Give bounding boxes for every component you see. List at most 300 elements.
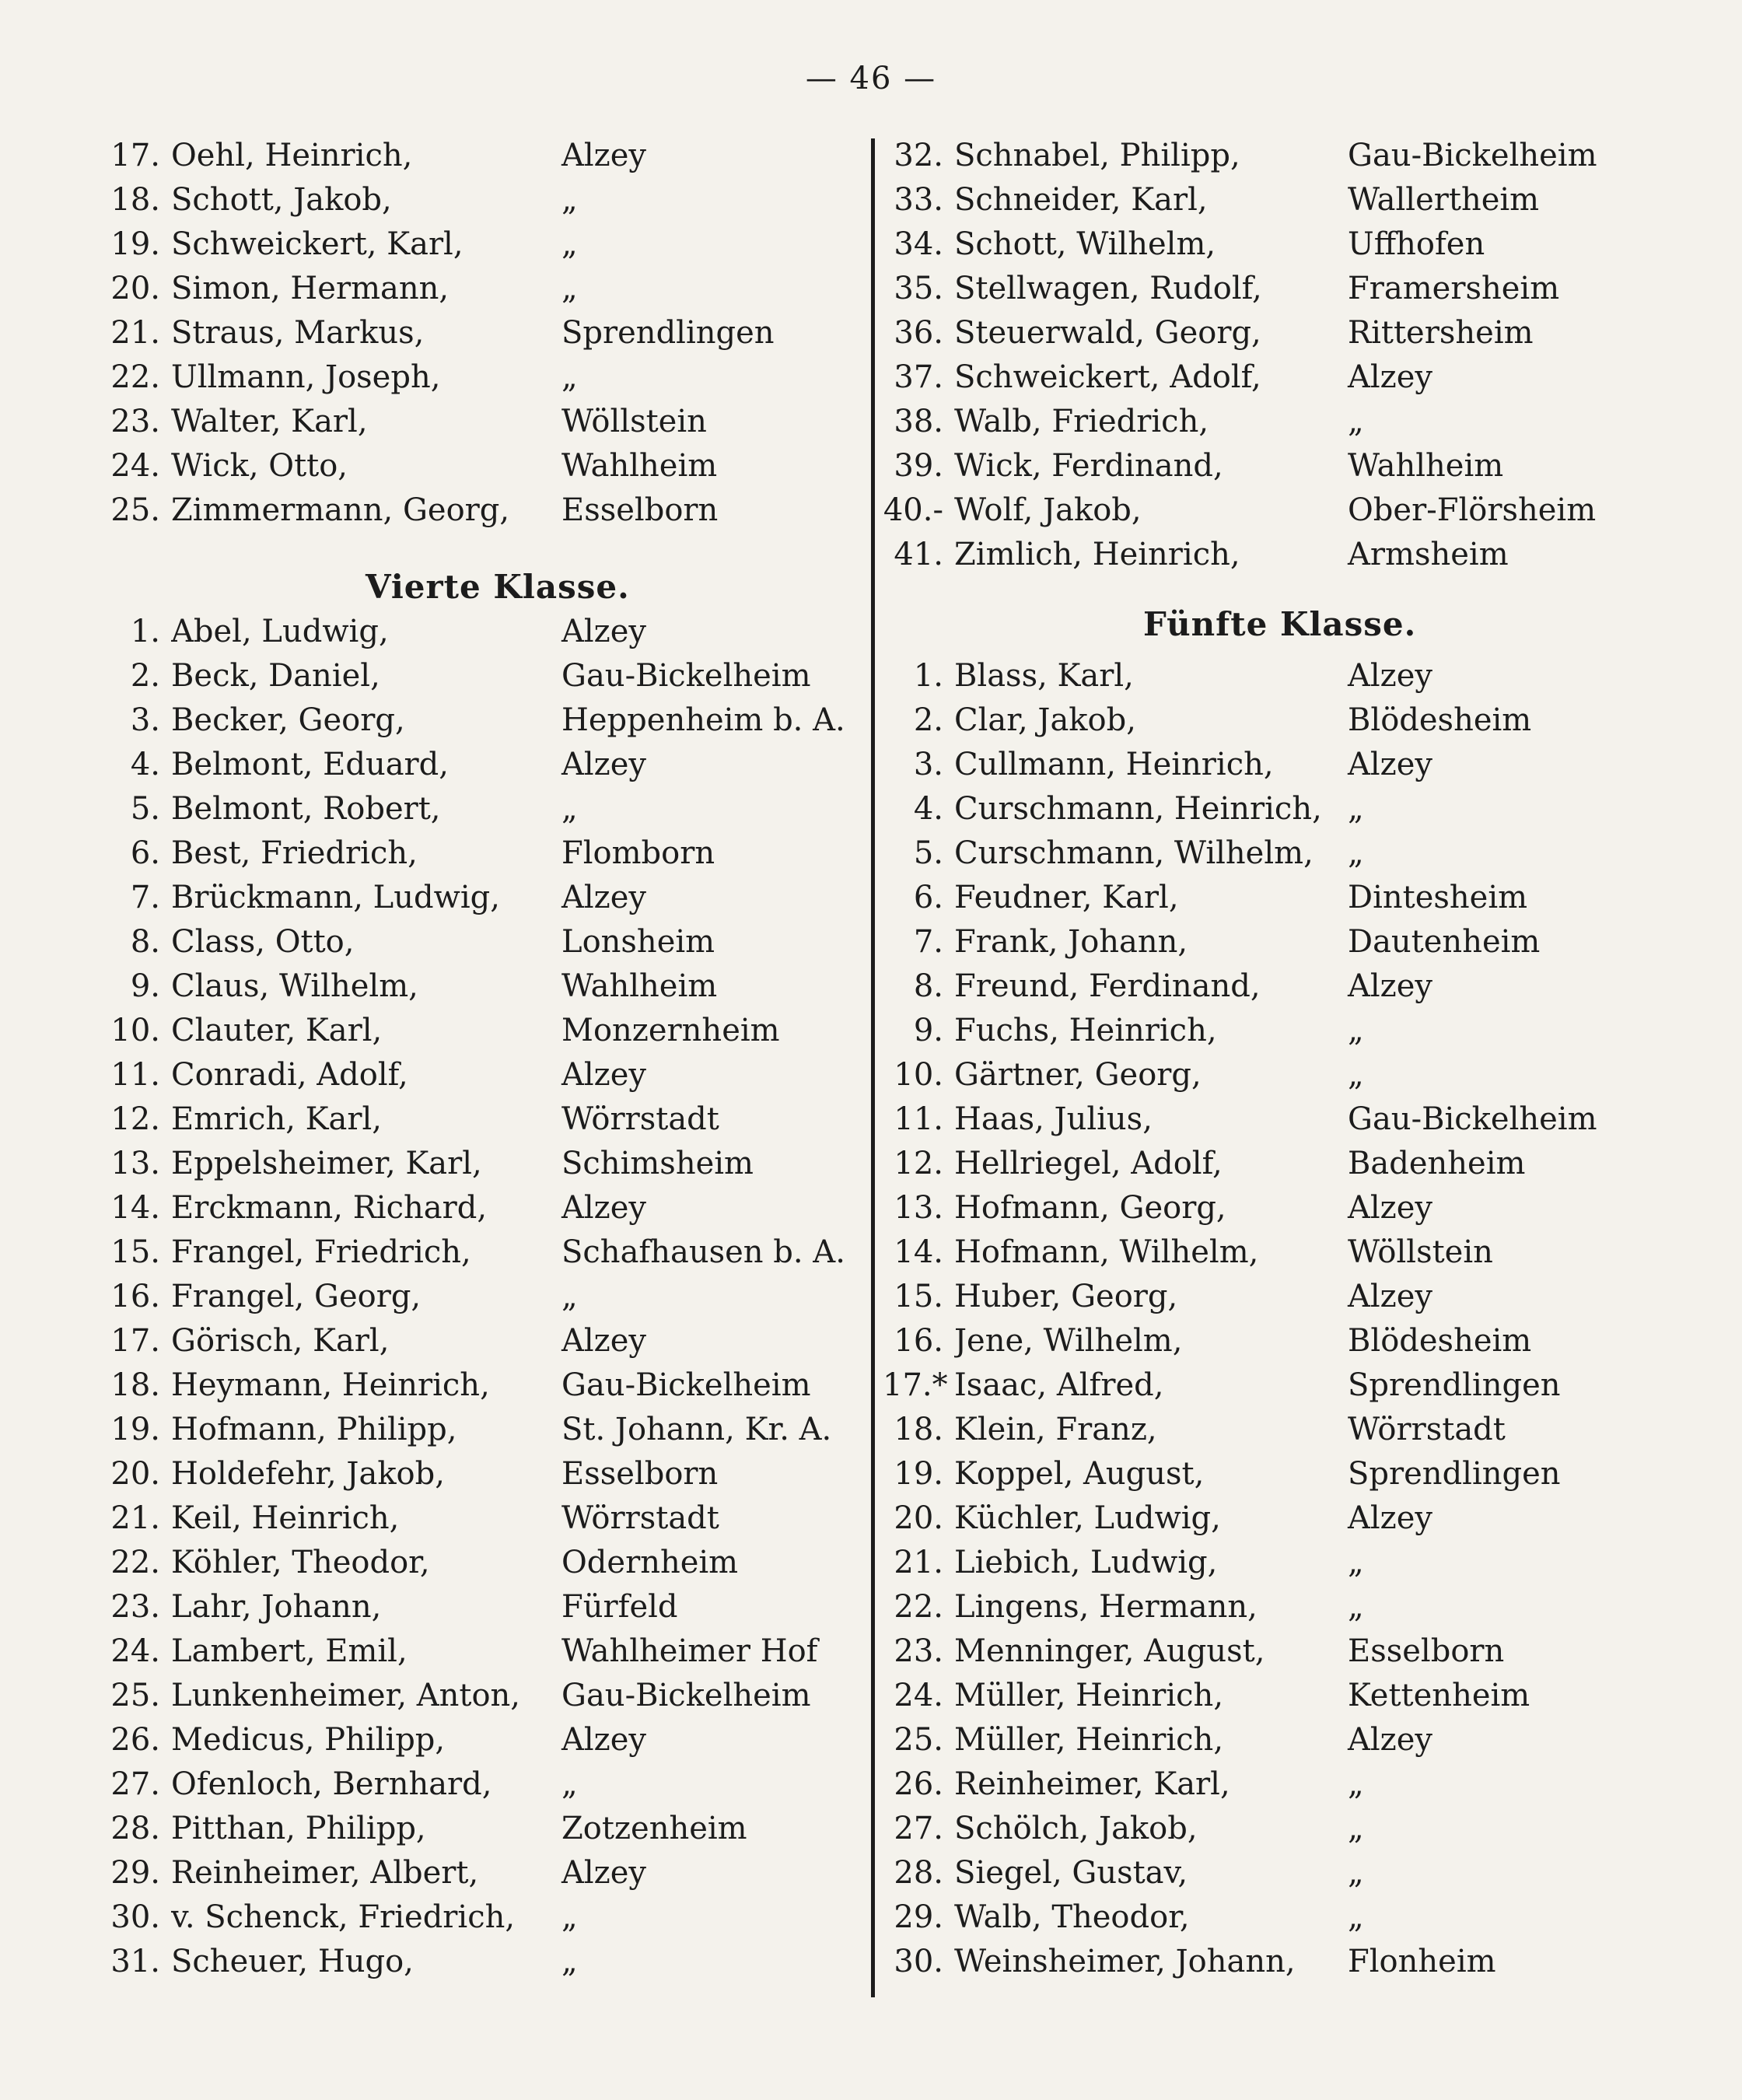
student-hometown: Odernheim — [561, 1545, 739, 1580]
student-name: Hofmann, Georg, — [954, 1190, 1226, 1226]
student-name: Hofmann, Philipp, — [171, 1412, 457, 1447]
student-name: Müller, Heinrich, — [954, 1678, 1224, 1713]
student-row — [86, 311, 855, 355]
student-name: Walb, Theodor, — [954, 1899, 1190, 1935]
student-row — [883, 1895, 1660, 1940]
student-hometown: Wörrstadt — [1348, 1412, 1506, 1447]
student-row — [86, 1408, 855, 1452]
student-row — [86, 1807, 855, 1851]
student-hometown: Alzey — [1348, 1500, 1433, 1536]
student-hometown: „ — [1348, 1899, 1364, 1935]
student-hometown: „ — [561, 791, 578, 827]
student-row — [86, 134, 855, 178]
student-number: 1. — [913, 658, 943, 694]
student-number: 5. — [130, 791, 160, 827]
student-hometown: Sprendlingen — [1348, 1456, 1561, 1492]
student-row — [86, 488, 855, 533]
student-number: 40.- — [883, 492, 943, 528]
student-row — [883, 1541, 1660, 1585]
student-name: Becker, Georg, — [171, 702, 405, 738]
student-hometown: „ — [1348, 791, 1364, 827]
student-hometown: Lonsheim — [561, 924, 715, 960]
student-number: 22. — [110, 359, 160, 395]
student-name: Stellwagen, Rudolf, — [954, 271, 1262, 306]
student-hometown: Alzey — [561, 1323, 647, 1359]
student-name: Freund, Ferdinand, — [954, 968, 1261, 1004]
student-name: Frangel, Georg, — [171, 1279, 422, 1314]
student-hometown: „ — [1348, 1766, 1364, 1802]
student-number: 30. — [110, 1899, 160, 1935]
student-hometown: Framersheim — [1348, 271, 1560, 306]
student-hometown: Alzey — [561, 880, 647, 915]
student-hometown: Dautenheim — [1348, 924, 1541, 960]
student-hometown: „ — [561, 1279, 578, 1314]
student-name: Best, Friedrich, — [171, 835, 418, 871]
student-row — [86, 1674, 855, 1718]
student-number: 21. — [110, 1500, 160, 1536]
student-name: Liebich, Ludwig, — [954, 1545, 1218, 1580]
student-number: 18. — [894, 1412, 943, 1447]
student-number: 15. — [894, 1279, 943, 1314]
student-row — [86, 1718, 855, 1762]
student-name: Emrich, Karl, — [171, 1101, 382, 1137]
student-name: Frank, Johann, — [954, 924, 1188, 960]
student-name: Beck, Daniel, — [171, 658, 380, 694]
student-number: 23. — [110, 404, 160, 439]
student-hometown: Gau-Bickelheim — [561, 1678, 811, 1713]
student-number: 25. — [110, 1678, 160, 1713]
student-hometown: „ — [1348, 1013, 1364, 1048]
student-name: Lahr, Johann, — [171, 1589, 382, 1625]
student-row — [883, 1186, 1660, 1230]
student-hometown: Ober-Flörsheim — [1348, 492, 1597, 528]
student-row — [86, 1009, 855, 1053]
student-number: 14. — [894, 1234, 943, 1270]
student-hometown: Armsheim — [1348, 537, 1509, 572]
student-number: 8. — [130, 924, 160, 960]
student-number: 15. — [110, 1234, 160, 1270]
student-row — [883, 311, 1660, 355]
student-number: 7. — [913, 924, 943, 960]
student-hometown: „ — [1348, 404, 1364, 439]
left-column — [86, 134, 855, 1984]
page-number: — 46 — — [805, 61, 937, 96]
student-name: Brückmann, Ludwig, — [171, 880, 500, 915]
student-number: 4. — [130, 747, 160, 782]
student-number: 19. — [110, 1412, 160, 1447]
student-name: Wick, Ferdinand, — [954, 448, 1223, 484]
student-hometown: „ — [561, 226, 578, 262]
student-hometown: „ — [561, 1899, 578, 1935]
student-row — [86, 1851, 855, 1895]
student-name: Holdefehr, Jakob, — [171, 1456, 445, 1492]
student-number: 8. — [913, 968, 943, 1004]
student-number: 32. — [894, 138, 943, 173]
student-row — [86, 1097, 855, 1142]
student-name: Belmont, Eduard, — [171, 747, 449, 782]
student-name: Schnabel, Philipp, — [954, 138, 1240, 173]
student-hometown: Wöllstein — [1348, 1234, 1493, 1270]
student-name: Siegel, Gustav, — [954, 1855, 1188, 1891]
student-hometown: Sprendlingen — [561, 315, 775, 351]
student-row — [86, 1629, 855, 1674]
student-row — [86, 1452, 855, 1496]
student-row — [86, 1142, 855, 1186]
student-hometown: Alzey — [1348, 968, 1433, 1004]
student-row — [883, 1363, 1660, 1408]
student-row — [883, 787, 1660, 831]
student-number: 23. — [110, 1589, 160, 1625]
student-row — [883, 1718, 1660, 1762]
student-number: 28. — [894, 1855, 943, 1891]
student-number: 10. — [110, 1013, 160, 1048]
student-number: 25. — [110, 492, 160, 528]
student-name: Cullmann, Heinrich, — [954, 747, 1274, 782]
student-row — [86, 178, 855, 222]
student-number: 30. — [894, 1944, 943, 1979]
student-name: Koppel, August, — [954, 1456, 1205, 1492]
student-hometown: „ — [1348, 1855, 1364, 1891]
student-name: Steuerwald, Georg, — [954, 315, 1261, 351]
student-hometown: Alzey — [1348, 359, 1433, 395]
student-name: Schneider, Karl, — [954, 182, 1208, 218]
student-name: Gärtner, Georg, — [954, 1057, 1202, 1093]
student-row — [883, 1230, 1660, 1275]
student-name: Clar, Jakob, — [954, 702, 1136, 738]
student-number: 6. — [913, 880, 943, 915]
student-name: Köhler, Theodor, — [171, 1545, 430, 1580]
student-hometown: Uffhofen — [1348, 226, 1485, 262]
student-number: 19. — [894, 1456, 943, 1492]
student-hometown: Gau-Bickelheim — [1348, 138, 1597, 173]
student-number: 2. — [913, 702, 943, 738]
student-name: Wick, Otto, — [171, 448, 348, 484]
student-row — [883, 1009, 1660, 1053]
student-number: 41. — [894, 537, 943, 572]
student-row — [86, 1275, 855, 1319]
student-hometown: Wahlheim — [561, 968, 718, 1004]
student-hometown: Sprendlingen — [1348, 1367, 1561, 1403]
student-number: 16. — [110, 1279, 160, 1314]
student-number: 27. — [894, 1811, 943, 1846]
student-number: 27. — [110, 1766, 160, 1802]
student-hometown: Gau-Bickelheim — [561, 658, 811, 694]
student-name: Wolf, Jakob, — [954, 492, 1142, 528]
student-hometown: Blödesheim — [1348, 702, 1532, 738]
student-row — [86, 1230, 855, 1275]
student-row — [86, 1940, 855, 1984]
student-hometown: Gau-Bickelheim — [561, 1367, 811, 1403]
student-name: Reinheimer, Karl, — [954, 1766, 1230, 1802]
student-number: 22. — [110, 1545, 160, 1580]
column-divider — [871, 138, 875, 1997]
student-hometown: Kettenheim — [1348, 1678, 1530, 1713]
student-row — [86, 267, 855, 311]
student-row — [86, 400, 855, 444]
student-number: 20. — [110, 271, 160, 306]
student-row — [86, 654, 855, 698]
student-hometown: „ — [561, 182, 578, 218]
student-hometown: Flonheim — [1348, 1944, 1496, 1979]
student-number: 26. — [894, 1766, 943, 1802]
student-name: Küchler, Ludwig, — [954, 1500, 1221, 1536]
student-row — [86, 1762, 855, 1807]
student-row — [86, 787, 855, 831]
student-number: 19. — [110, 226, 160, 262]
student-name: Abel, Ludwig, — [171, 614, 389, 649]
student-row — [86, 698, 855, 743]
student-name: Oehl, Heinrich, — [171, 138, 413, 173]
student-number: 20. — [110, 1456, 160, 1492]
student-number: 24. — [894, 1678, 943, 1713]
student-row — [883, 654, 1660, 698]
student-name: Reinheimer, Albert, — [171, 1855, 479, 1891]
student-name: Schweickert, Adolf, — [954, 359, 1261, 395]
right-column — [883, 134, 1660, 1984]
student-row — [86, 964, 855, 1009]
student-hometown: Alzey — [1348, 1279, 1433, 1314]
student-number: 38. — [894, 404, 943, 439]
student-hometown: Wörrstadt — [561, 1101, 719, 1137]
student-hometown: „ — [1348, 1545, 1364, 1580]
student-hometown: Zotzenheim — [561, 1811, 747, 1846]
student-row — [86, 355, 855, 400]
student-number: 6. — [130, 835, 160, 871]
student-name: Lingens, Hermann, — [954, 1589, 1258, 1625]
student-number: 5. — [913, 835, 943, 871]
student-row — [86, 1319, 855, 1363]
student-name: Görisch, Karl, — [171, 1323, 390, 1359]
student-number: 31. — [110, 1944, 160, 1979]
student-name: Lambert, Emil, — [171, 1633, 408, 1669]
student-name: Fuchs, Heinrich, — [954, 1013, 1217, 1048]
student-row — [883, 964, 1660, 1009]
student-name: Class, Otto, — [171, 924, 355, 960]
student-hometown: Wöllstein — [561, 404, 707, 439]
student-hometown: Alzey — [1348, 747, 1433, 782]
student-hometown: Wahlheimer Hof — [561, 1633, 818, 1669]
student-hometown: Esselborn — [561, 492, 719, 528]
student-row — [86, 920, 855, 964]
student-hometown: Esselborn — [1348, 1633, 1505, 1669]
student-row — [883, 1319, 1660, 1363]
student-number: 28. — [110, 1811, 160, 1846]
student-row — [86, 1895, 855, 1940]
student-number: 11. — [894, 1101, 943, 1137]
student-hometown: Alzey — [561, 1057, 647, 1093]
student-hometown: „ — [1348, 835, 1364, 871]
student-hometown: Esselborn — [561, 1456, 719, 1492]
student-number: 9. — [130, 968, 160, 1004]
student-name: Klein, Franz, — [954, 1412, 1157, 1447]
student-name: Curschmann, Heinrich, — [954, 791, 1322, 827]
student-hometown: Alzey — [561, 747, 647, 782]
student-number: 3. — [913, 747, 943, 782]
student-name: Jene, Wilhelm, — [954, 1323, 1183, 1359]
student-row — [883, 1275, 1660, 1319]
student-number: 2. — [130, 658, 160, 694]
student-row — [883, 1762, 1660, 1807]
student-hometown: „ — [1348, 1057, 1364, 1093]
student-number: 25. — [894, 1722, 943, 1758]
student-name: Huber, Georg, — [954, 1279, 1178, 1314]
student-row — [883, 1408, 1660, 1452]
student-row — [86, 1363, 855, 1408]
student-hometown: Alzey — [561, 1722, 647, 1758]
student-row — [883, 355, 1660, 400]
student-number: 13. — [110, 1146, 160, 1181]
student-row — [86, 222, 855, 267]
student-number: 18. — [110, 182, 160, 218]
left-list-top — [86, 134, 855, 533]
student-row — [86, 876, 855, 920]
student-number: 26. — [110, 1722, 160, 1758]
student-number: 18. — [110, 1367, 160, 1403]
student-name: Scheuer, Hugo, — [171, 1944, 414, 1979]
student-number: 13. — [894, 1190, 943, 1226]
student-hometown: Badenheim — [1348, 1146, 1526, 1181]
student-number: 37. — [894, 359, 943, 395]
student-name: Keil, Heinrich, — [171, 1500, 400, 1536]
student-row — [86, 444, 855, 488]
student-name: Ullmann, Joseph, — [171, 359, 441, 395]
student-name: Lunkenheimer, Anton, — [171, 1678, 521, 1713]
student-number: 17. — [110, 1323, 160, 1359]
student-name: Curschmann, Wilhelm, — [954, 835, 1313, 871]
student-name: Pitthan, Philipp, — [171, 1811, 426, 1846]
student-name: Hellriegel, Adolf, — [954, 1146, 1223, 1181]
student-hometown: Wallertheim — [1348, 182, 1540, 218]
student-number: 4. — [913, 791, 943, 827]
student-number: 29. — [894, 1899, 943, 1935]
student-number: 24. — [110, 1633, 160, 1669]
student-number: 16. — [894, 1323, 943, 1359]
student-name: Belmont, Robert, — [171, 791, 441, 827]
section-heading-vierte-klasse: Vierte Klasse. — [366, 568, 630, 606]
student-number: 35. — [894, 271, 943, 306]
student-row — [883, 876, 1660, 920]
student-number: 14. — [110, 1190, 160, 1226]
student-number: 23. — [894, 1633, 943, 1669]
student-number: 36. — [894, 315, 943, 351]
student-row — [86, 1585, 855, 1629]
student-hometown: Rittersheim — [1348, 315, 1534, 351]
student-name: Zimmermann, Georg, — [171, 492, 510, 528]
student-name: Weinsheimer, Johann, — [954, 1944, 1296, 1979]
student-name: Walb, Friedrich, — [954, 404, 1209, 439]
student-hometown: „ — [561, 359, 578, 395]
student-number: 9. — [913, 1013, 943, 1048]
student-name: Frangel, Friedrich, — [171, 1234, 471, 1270]
student-number: 20. — [894, 1500, 943, 1536]
student-row — [883, 1452, 1660, 1496]
student-row — [883, 1940, 1660, 1984]
student-hometown: Alzey — [1348, 1190, 1433, 1226]
student-hometown: Alzey — [561, 614, 647, 649]
student-hometown: Alzey — [561, 138, 647, 173]
student-name: Schott, Wilhelm, — [954, 226, 1216, 262]
student-hometown: Schafhausen b. A. — [561, 1234, 845, 1270]
student-hometown: Alzey — [561, 1190, 647, 1226]
student-name: Haas, Julius, — [954, 1101, 1153, 1137]
student-row — [883, 920, 1660, 964]
right-list-top — [883, 134, 1660, 577]
student-row — [883, 743, 1660, 787]
student-number: 34. — [894, 226, 943, 262]
student-hometown: Schimsheim — [561, 1146, 754, 1181]
student-hometown: Monzernheim — [561, 1013, 780, 1048]
student-hometown: Wörrstadt — [561, 1500, 719, 1536]
student-hometown: „ — [1348, 1589, 1364, 1625]
student-hometown: „ — [561, 1944, 578, 1979]
student-name: Schweickert, Karl, — [171, 226, 463, 262]
student-hometown: Alzey — [1348, 658, 1433, 694]
student-name: Menninger, August, — [954, 1633, 1265, 1669]
student-name: Isaac, Alfred, — [954, 1367, 1164, 1403]
student-row — [883, 222, 1660, 267]
student-row — [883, 698, 1660, 743]
student-name: Zimlich, Heinrich, — [954, 537, 1240, 572]
section-heading-fuenfte-klasse: Fünfte Klasse. — [1143, 605, 1417, 643]
student-row — [883, 488, 1660, 533]
student-row — [883, 1629, 1660, 1674]
student-name: Hofmann, Wilhelm, — [954, 1234, 1259, 1270]
student-row — [86, 1541, 855, 1585]
student-row — [86, 743, 855, 787]
student-row — [883, 533, 1660, 577]
student-row — [883, 267, 1660, 311]
student-row — [883, 1807, 1660, 1851]
student-hometown: Gau-Bickelheim — [1348, 1101, 1597, 1137]
student-name: Clauter, Karl, — [171, 1013, 383, 1048]
student-name: Schott, Jakob, — [171, 182, 392, 218]
student-number: 21. — [894, 1545, 943, 1580]
student-name: Straus, Markus, — [171, 315, 425, 351]
student-number: 21. — [110, 315, 160, 351]
student-hometown: Heppenheim b. A. — [561, 702, 845, 738]
student-number: 11. — [110, 1057, 160, 1093]
student-hometown: Fürfeld — [561, 1589, 678, 1625]
student-hometown: Alzey — [1348, 1722, 1433, 1758]
student-name: Eppelsheimer, Karl, — [171, 1146, 482, 1181]
student-row — [883, 831, 1660, 876]
student-number: 24. — [110, 448, 160, 484]
student-row — [86, 610, 855, 654]
student-row — [883, 1851, 1660, 1895]
student-name: Schölch, Jakob, — [954, 1811, 1198, 1846]
student-hometown: „ — [561, 271, 578, 306]
student-row — [86, 831, 855, 876]
student-name: Feudner, Karl, — [954, 880, 1179, 915]
student-number: 1. — [130, 614, 160, 649]
student-hometown: Dintesheim — [1348, 880, 1528, 915]
student-hometown: Flomborn — [561, 835, 715, 871]
student-hometown: „ — [561, 1766, 578, 1802]
student-row — [86, 1053, 855, 1097]
student-name: Medicus, Philipp, — [171, 1722, 446, 1758]
student-row — [86, 1496, 855, 1541]
student-number: 12. — [110, 1101, 160, 1137]
student-name: Erckmann, Richard, — [171, 1190, 488, 1226]
student-number: 12. — [894, 1146, 943, 1181]
student-number: 17. — [110, 138, 160, 173]
student-row — [883, 1142, 1660, 1186]
student-hometown: Wahlheim — [1348, 448, 1504, 484]
student-name: Blass, Karl, — [954, 658, 1134, 694]
left-list-bottom — [86, 610, 855, 1984]
student-row — [883, 1097, 1660, 1142]
student-hometown: „ — [1348, 1811, 1364, 1846]
